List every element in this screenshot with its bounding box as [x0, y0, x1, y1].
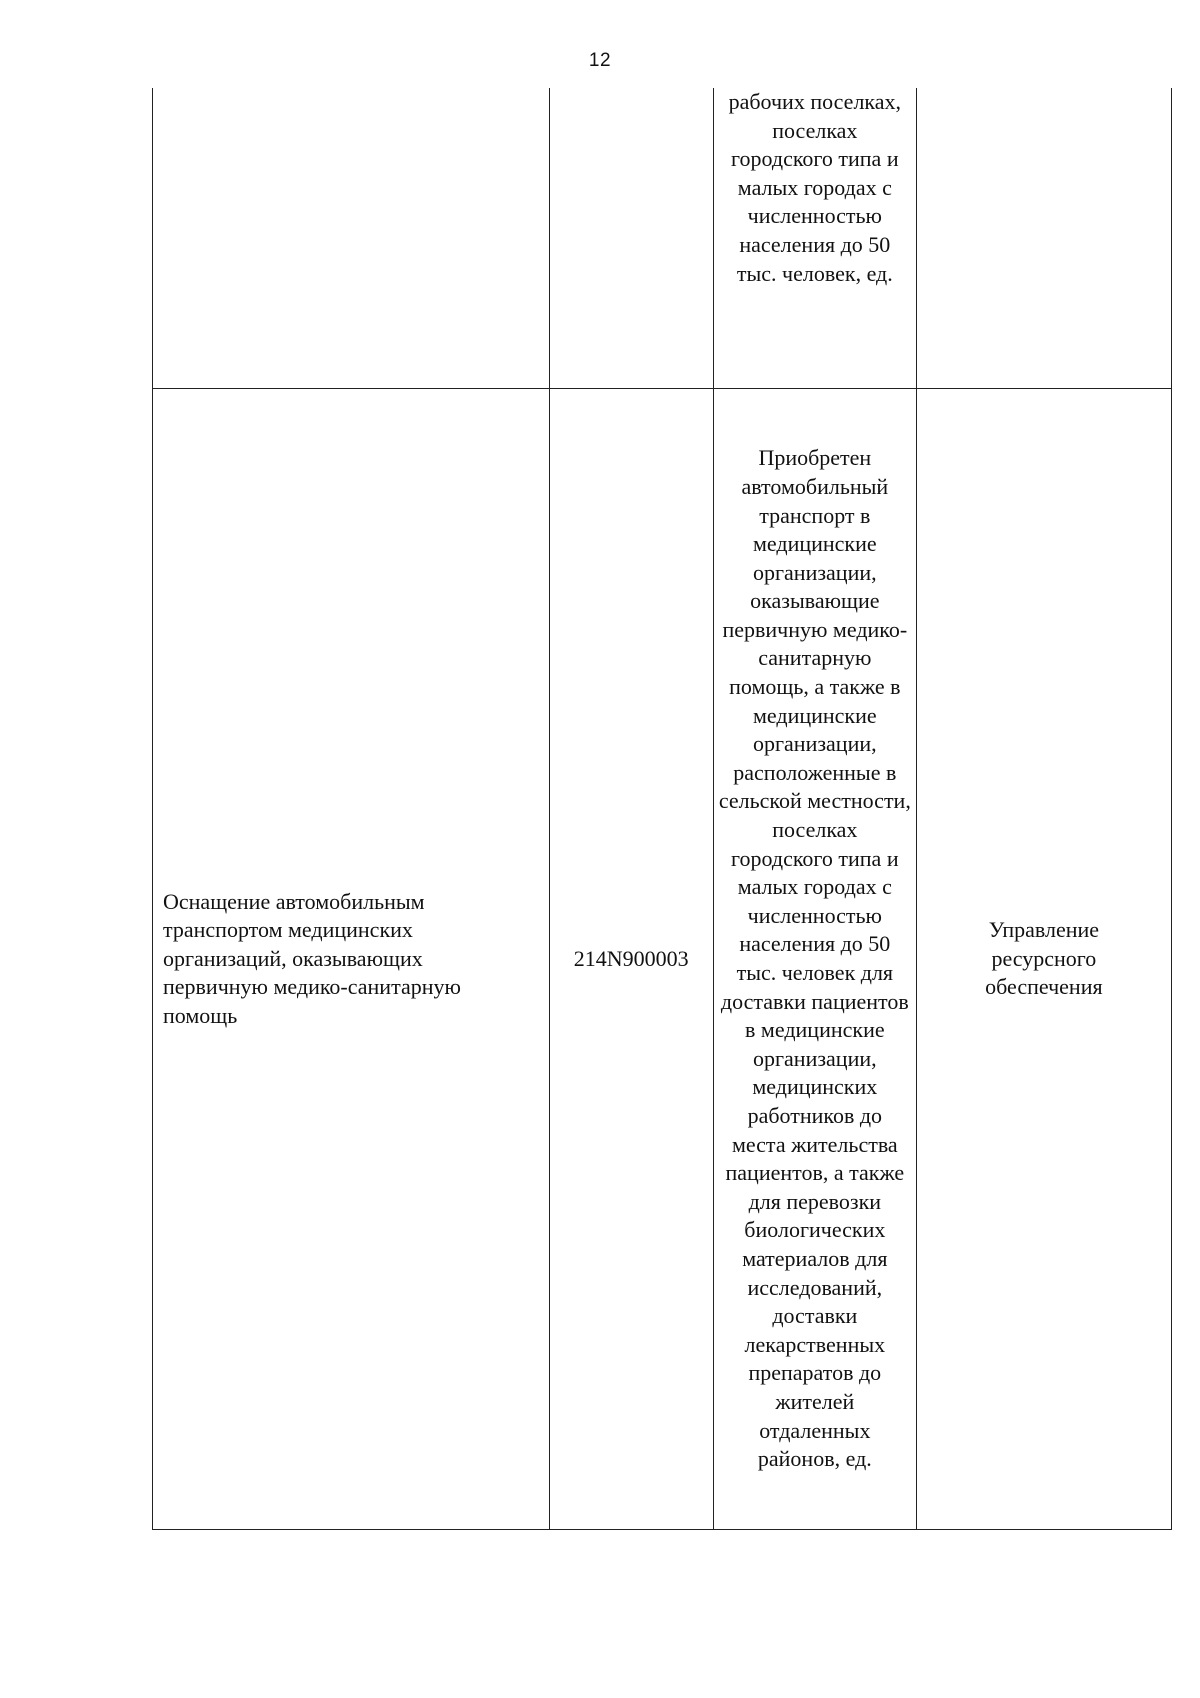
table-cell-code: [549, 88, 713, 389]
table-cell-name: [153, 88, 550, 389]
table-cell-responsible: [916, 88, 1171, 389]
result-text: рабочих поселках, поселках городского типа и малых городах с численностью населения до 50 тыс. человек, ед.: [728, 89, 902, 286]
table-cell-result: [713, 389, 916, 1530]
table-cell-responsible: [916, 389, 1171, 1530]
table-cell-code: [549, 389, 713, 1530]
table-row: [153, 389, 1172, 1530]
event-code: 214N900003: [573, 945, 689, 971]
table-cell-result: [713, 88, 916, 389]
result-text: Приобретен автомобильный транспорт в медицинские организации, оказывающие первичную медико-санитарную помощь, а также в медицинские организации, расположенные в сельской местности, поселках городского типа и малых городах с численностью населения до 50 тыс. человек для доставки пациентов в медицинские организации, медицинских работников до места жительства пациентов, а также для перевозки биологических материалов для исследований, доставки лекарственных препаратов до жителей отдаленных районов, ед.: [718, 445, 911, 1472]
table-row: [153, 88, 1172, 389]
page-number: 12: [588, 50, 612, 71]
event-name: Оснащение автомобильным транспортом медицинских организаций, оказывающих первичную медико-санитарную помощь: [163, 888, 461, 1028]
table-cell-name: [153, 389, 550, 1530]
responsible-text: Управление ресурсного обеспечения: [985, 917, 1103, 1000]
program-table: [152, 88, 1172, 1530]
